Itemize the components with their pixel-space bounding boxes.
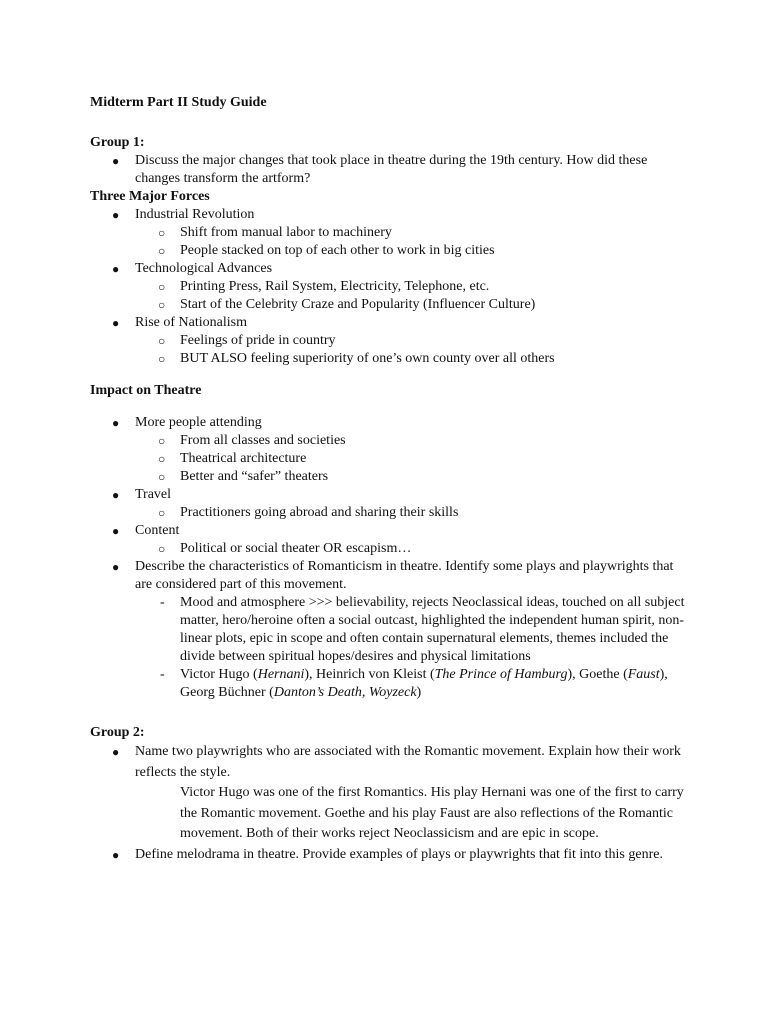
impact-detail: From all classes and societies — [180, 433, 346, 448]
list-item — [90, 206, 690, 224]
group1-question: Discuss the major changes that took place in theatre during the 19th century. How did these changes transform the artform? — [135, 153, 648, 186]
document-title: Midterm Part II Study Guide — [90, 95, 267, 110]
impact-detail: Practitioners going abroad and sharing their skills — [180, 505, 459, 520]
group2-answer: Victor Hugo was one of the first Romantics. His play Hernani was one of the first to carry the Romantic movement. Goethe and his play Faust are also reflections of the Romantic movement. Both of their works reject Neoclassicism and are epic in scope. — [180, 785, 684, 841]
list-item — [90, 224, 690, 242]
group2-question: Name two playwrights who are associated with the Romantic movement. Explain how their work reflects the style. — [135, 744, 681, 780]
list-item — [90, 783, 690, 845]
impact-detail: Theatrical architecture — [180, 451, 307, 466]
bullet-icon: ● — [112, 154, 120, 168]
group2-heading: Group 2: — [90, 725, 145, 740]
romanticism-answer: Mood and atmosphere >>> believability, rejects Neoclassical ideas, touched on all subject matter, hero/heroine often a social outcast, highlighted the independent human spirit, non-linear plots, epic in scope and often contain supernatural elements, themes included the divide between spiritual hopes/desires and physical limitations — [180, 595, 685, 664]
list-item — [90, 314, 690, 332]
hollow-bullet-icon: ○ — [158, 542, 166, 556]
play-title: The Prince of Hamburg — [434, 667, 568, 682]
force-detail: People stacked on top of each other to work in big cities — [180, 243, 495, 258]
text-run: ), Goethe ( — [567, 667, 628, 682]
list-item — [90, 414, 690, 432]
bullet-icon: ● — [112, 416, 120, 430]
group1-question-list — [90, 152, 690, 188]
bullet-icon: ● — [112, 847, 120, 862]
list-item — [90, 296, 690, 314]
list-item — [90, 260, 690, 278]
impact-label: Content — [135, 523, 180, 538]
list-item — [90, 278, 690, 296]
hollow-bullet-icon: ○ — [158, 470, 166, 484]
forces-list — [90, 206, 690, 368]
list-item — [90, 666, 690, 702]
list-item — [90, 540, 690, 558]
hollow-bullet-icon: ○ — [158, 244, 166, 258]
impact-label: More people attending — [135, 415, 262, 430]
dash-bullet-icon: - — [160, 595, 165, 610]
bullet-icon: ● — [112, 560, 120, 574]
bullet-icon: ● — [112, 745, 120, 759]
hollow-bullet-icon: ○ — [158, 352, 166, 366]
force-detail: Printing Press, Rail System, Electricity, Telephone, etc. — [180, 279, 490, 294]
bullet-icon: ● — [112, 524, 120, 538]
list-item — [90, 350, 690, 368]
list-item — [90, 845, 690, 866]
bullet-icon: ● — [112, 262, 120, 276]
impact-list — [90, 414, 690, 702]
impact-detail: Political or social theater OR escapism… — [180, 541, 412, 556]
force-detail: Shift from manual labor to machinery — [180, 225, 392, 240]
list-item — [90, 742, 690, 783]
list-item — [90, 522, 690, 540]
hollow-bullet-icon: ○ — [158, 334, 166, 348]
hollow-bullet-icon: ○ — [158, 226, 166, 240]
group2-question: Define melodrama in theatre. Provide examples of plays or playwrights that fit into this genre. — [135, 846, 663, 862]
text-run: ) — [416, 685, 422, 700]
force-label: Rise of Nationalism — [135, 315, 247, 330]
impact-heading: Impact on Theatre — [90, 383, 202, 398]
bullet-icon: ● — [112, 316, 120, 330]
hollow-bullet-icon: ○ — [158, 298, 166, 312]
list-item — [90, 152, 690, 188]
list-item — [90, 558, 690, 594]
bullet-icon: ● — [112, 208, 120, 222]
dash-bullet-icon: - — [160, 667, 165, 682]
hollow-bullet-icon: ○ — [158, 506, 166, 520]
list-item — [90, 432, 690, 450]
text-run: ), Georg Büchner ( — [180, 667, 668, 700]
play-title: Faust — [627, 667, 660, 682]
list-item — [90, 332, 690, 350]
force-label: Technological Advances — [135, 261, 273, 276]
list-item — [90, 242, 690, 260]
list-item — [90, 486, 690, 504]
text-run: Victor Hugo ( — [180, 667, 258, 682]
playwrights-answer — [180, 667, 668, 700]
list-item — [90, 468, 690, 486]
impact-detail: Better and “safer” theaters — [180, 469, 329, 484]
romanticism-question: Describe the characteristics of Romanticism in theatre. Identify some plays and playwrights that are considered part of this movement. — [135, 559, 674, 592]
force-label: Industrial Revolution — [135, 207, 255, 222]
text-run: ), Heinrich von Kleist ( — [304, 667, 435, 682]
list-item — [90, 504, 690, 522]
play-title: Danton’s Death, Woyzeck — [273, 685, 417, 700]
hollow-bullet-icon: ○ — [158, 452, 166, 466]
impact-label: Travel — [135, 487, 172, 502]
force-detail: Feelings of pride in country — [180, 333, 336, 348]
force-detail: BUT ALSO feeling superiority of one’s own county over all others — [180, 351, 555, 366]
hollow-bullet-icon: ○ — [158, 434, 166, 448]
group2-list — [90, 742, 690, 865]
document-page — [90, 94, 690, 865]
play-title: Hernani — [257, 667, 305, 682]
list-item — [90, 450, 690, 468]
bullet-icon: ● — [112, 488, 120, 502]
hollow-bullet-icon: ○ — [158, 280, 166, 294]
forces-heading: Three Major Forces — [90, 189, 210, 204]
group1-heading: Group 1: — [90, 135, 145, 150]
list-item — [90, 594, 690, 666]
force-detail: Start of the Celebrity Craze and Popularity (Influencer Culture) — [180, 297, 536, 312]
